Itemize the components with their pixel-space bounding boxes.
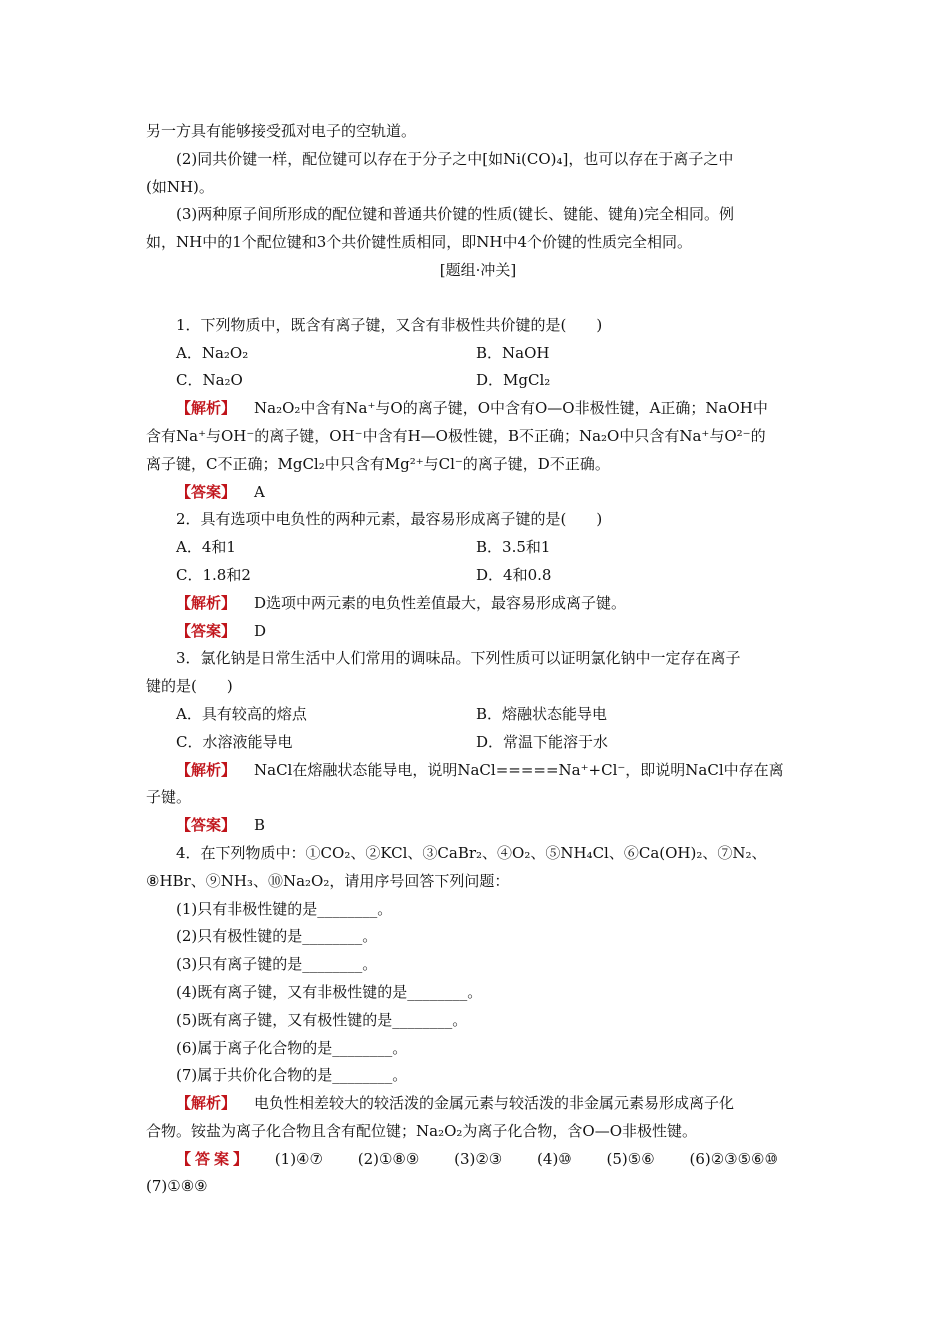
option-c: C．Na₂O — [176, 371, 243, 390]
intro-line: 另一方具有能够接受孤对电子的空轨道。 — [146, 122, 417, 140]
answer-label: 【答案】 — [176, 816, 237, 835]
analysis-line — [146, 590, 810, 618]
question-1-stem: 1．下列物质中，既含有离子键，又含有非极性共价键的是( ) — [176, 315, 603, 334]
question-1-options-row — [146, 340, 810, 368]
answer-label: 【答案】 — [176, 1149, 253, 1168]
question-2-options-row — [146, 562, 810, 590]
option-d: D．常温下能溶于水 — [476, 732, 609, 751]
analysis-label: 【解析】 — [176, 593, 237, 612]
sub-question: (4)既有离子键，又有非极性键的是________。 — [176, 982, 483, 1001]
answer-item: (2)①⑧⑨ — [357, 1149, 420, 1168]
answer-value: A — [254, 482, 265, 501]
spacer — [146, 285, 810, 312]
option-d: D．4和0.8 — [476, 565, 552, 584]
sub-question: (3)只有离子键的是________。 — [176, 955, 378, 974]
question-4-stem: ⑧HBr、⑨NH₃、⑩Na₂O₂，请用序号回答下列问题： — [146, 871, 510, 890]
answer-item: (5)⑤⑥ — [606, 1149, 655, 1168]
document-page — [146, 118, 810, 1201]
answer-item: (4)⑩ — [537, 1149, 572, 1168]
question-2-options-row — [146, 534, 810, 562]
analysis-text: NaCl在熔融状态能导电，说明NaCl=====Na⁺+Cl⁻，即说明NaCl中存在离 — [254, 760, 784, 779]
question-1-options-row — [146, 367, 810, 395]
intro-line: (2)同共价键一样，配位键可以存在于分子之中[如Ni(CO)₄]，也可以存在于离子之中 — [176, 149, 734, 168]
analysis-text: 电负性相差较大的较活泼的金属元素与较活泼的非金属元素易形成离子化 — [254, 1094, 735, 1113]
sub-question: (7)属于共价化合物的是________。 — [176, 1066, 408, 1085]
option-b: B．NaOH — [476, 343, 550, 362]
analysis-label: 【解析】 — [176, 760, 237, 779]
option-c: C．水溶液能导电 — [176, 732, 293, 751]
answer-item: (7)①⑧⑨ — [146, 1177, 208, 1196]
sub-question: (5)既有离子键，又有极性键的是________。 — [176, 1010, 468, 1029]
analysis-label: 【解析】 — [176, 399, 237, 418]
question-2-stem: 2．具有选项中电负性的两种元素，最容易形成离子键的是( ) — [176, 510, 603, 529]
answer-item: (1)④⑦ — [274, 1149, 323, 1168]
analysis-text: D选项中两元素的电负性差值最大，最容易形成离子键。 — [254, 593, 627, 612]
intro-line: 如，NH中的1个配位键和3个共价键性质相同，即NH中4个价键的性质完全相同。 — [146, 233, 693, 252]
answer-label: 【答案】 — [176, 621, 237, 640]
option-b: B．3.5和1 — [476, 538, 551, 557]
analysis-line — [146, 1090, 810, 1118]
option-a: A．具有较高的熔点 — [176, 704, 307, 723]
analysis-label: 【解析】 — [176, 1094, 237, 1113]
sub-question: (6)属于离子化合物的是________。 — [176, 1038, 408, 1057]
option-b: B．熔融状态能导电 — [476, 704, 608, 723]
intro-line: (如NH)。 — [146, 177, 214, 196]
option-a: A．4和1 — [176, 538, 236, 557]
answer-item: (6)②③⑤⑥⑩ — [689, 1149, 778, 1168]
question-3-stem: 键的是( ) — [146, 677, 233, 696]
analysis-line — [146, 757, 810, 785]
question-3-options-row — [146, 729, 810, 757]
sub-question: (1)只有非极性键的是________。 — [176, 899, 393, 918]
analysis-line: 含有Na⁺与OH⁻的离子键，OH⁻中含有H—O极性键，B不正确；Na₂O中只含有Na⁺与O²⁻的 — [146, 426, 766, 445]
option-c: C．1.8和2 — [176, 565, 251, 584]
answer-value: D — [254, 621, 267, 640]
intro-line: (3)两种原子间所形成的配位键和普通共价键的性质(键长、键能、键角)完全相同。例 — [176, 205, 734, 224]
analysis-line: 合物。铵盐为离子化合物且含有配位键；Na₂O₂为离子化合物，含O—O非极性键。 — [146, 1121, 697, 1140]
answer-item: (3)②③ — [454, 1149, 503, 1168]
analysis-line — [146, 395, 810, 423]
option-d: D．MgCl₂ — [476, 371, 551, 390]
analysis-text: Na₂O₂中含有Na⁺与O的离子键，O中含有O—O非极性键，A正确；NaOH中 — [254, 399, 768, 418]
analysis-line: 子键。 — [146, 788, 192, 807]
answer-label: 【答案】 — [176, 482, 237, 501]
answer-line — [146, 812, 810, 840]
sub-question: (2)只有极性键的是________。 — [176, 927, 378, 946]
section-title: [题组·冲关] — [439, 260, 517, 279]
option-a: A．Na₂O₂ — [176, 343, 249, 362]
answer-line — [146, 618, 810, 646]
answer-line — [146, 1146, 810, 1174]
answer-value: B — [254, 816, 266, 835]
analysis-line: 离子键，C不正确；MgCl₂中只含有Mg²⁺与Cl⁻的离子键，D不正确。 — [146, 454, 610, 473]
question-4-stem: 4．在下列物质中：①CO₂、②KCl、③CaBr₂、④O₂、⑤NH₄Cl、⑥Ca(OH)₂、⑦N₂、 — [176, 843, 767, 862]
question-3-options-row — [146, 701, 810, 729]
question-3-stem: 3．氯化钠是日常生活中人们常用的调味品。下列性质可以证明氯化钠中一定存在离子 — [176, 649, 741, 668]
answer-line — [146, 479, 810, 507]
